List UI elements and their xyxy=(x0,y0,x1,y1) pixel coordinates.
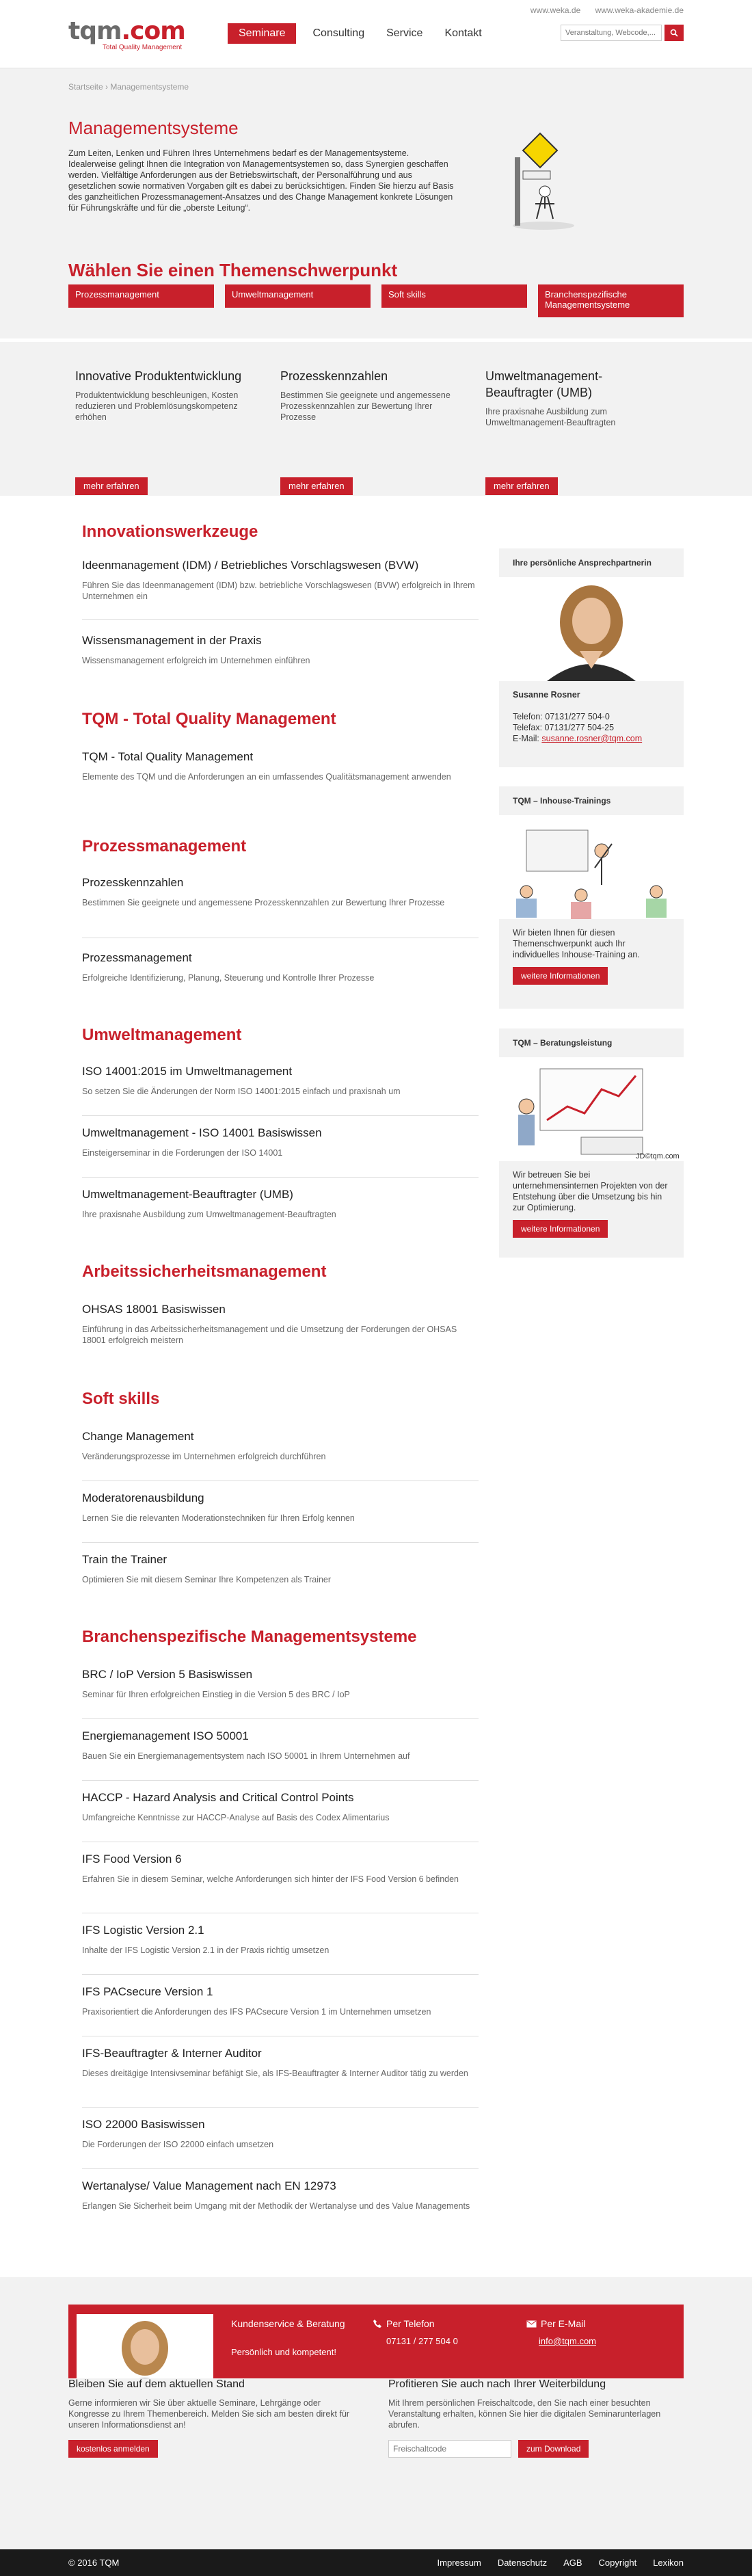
list-item[interactable] xyxy=(82,1984,479,2036)
list-item[interactable] xyxy=(82,1852,479,1913)
download-right xyxy=(388,2378,675,2458)
download-title: Profitieren Sie auch nach Ihrer Weiterbildung xyxy=(388,2378,606,2390)
link-weka[interactable]: www.weka.de xyxy=(530,5,581,15)
consulting-box-title: TQM – Beratungsleistung xyxy=(499,1028,684,1059)
footer xyxy=(0,2549,752,2576)
intro-text: Zum Leiten, Lenken und Führen Ihres Unternehmens bedarf es der Managementsysteme. Idealerweise gelingt Ihnen die Integration von Managementsystemen so, dass Synergien geschaffen werden. Vielfältige Anforderungen aus der Betriebswirtschaft, der Personalführung und aus gesetzlichen sowie normativen Vorgaben gilt es dabei zu berücksichtigen. Finden Sie hierzu auf Basis des ganzheitlichen Prozessmanagement-Ansatzes und des Change Management konkrete Lösungen für Führungskräfte und für die „oberste Leitung“. xyxy=(68,148,454,213)
featured-card xyxy=(280,368,458,491)
section-title: Umweltmanagement xyxy=(82,1026,242,1044)
list-item[interactable] xyxy=(82,558,479,620)
download-text: Mit Ihrem persönlichen Freischaltcode, den Sie nach einer besuchten Veranstaltung erhalten, können Sie hier die digitalen Seminarunterlagen abrufen. xyxy=(388,2398,661,2430)
copyright: © 2016 TQM xyxy=(68,2558,120,2568)
item-title[interactable]: IFS PACsecure Version 1 xyxy=(82,1985,213,1998)
list-item[interactable] xyxy=(82,1729,479,1781)
more-button[interactable]: mehr erfahren xyxy=(75,477,148,495)
intro-section xyxy=(0,68,752,338)
page-title: Managementsysteme xyxy=(68,118,239,138)
list-item[interactable] xyxy=(82,1667,479,1719)
section-title: Branchenspezifische Managementsysteme xyxy=(82,1628,417,1646)
featured-desc: Bestimmen Sie geeignete und angemessene Prozesskennzahlen zur Bewertung Ihrer Prozesse xyxy=(280,390,451,422)
item-desc: Die Forderungen der ISO 22000 einfach umsetzen xyxy=(82,2140,274,2149)
featured-section xyxy=(0,342,752,496)
item-title[interactable]: Energiemanagement ISO 50001 xyxy=(82,1729,249,1742)
theme-buttons xyxy=(68,284,684,317)
item-title[interactable]: Moderatorenausbildung xyxy=(82,1491,204,1504)
nav-consulting[interactable]: Consulting xyxy=(312,27,365,39)
footer-link-agb[interactable]: AGB xyxy=(563,2558,582,2568)
logo-subtitle: Total Quality Management xyxy=(103,44,183,51)
code-input[interactable] xyxy=(388,2440,511,2458)
list-item[interactable] xyxy=(82,2117,479,2169)
list-item[interactable] xyxy=(82,2046,479,2108)
main-nav xyxy=(228,23,493,44)
phone-label-row xyxy=(373,2318,435,2329)
theme-umweltmanagement[interactable]: Umweltmanagement xyxy=(225,284,371,308)
item-desc: Elemente des TQM und die Anforderungen an ein umfassendes Qualitätsmanagement anwenden xyxy=(82,772,451,782)
featured-desc: Produktentwicklung beschleunigen, Kosten reduzieren und Problemlösungskompetenz erhöhen xyxy=(75,390,239,422)
inhouse-box-title: TQM – Inhouse-Trainings xyxy=(499,786,684,816)
list-item[interactable] xyxy=(82,1790,479,1842)
item-desc: Erfolgreiche Identifizierung, Planung, Steuerung und Kontrolle Ihrer Prozesse xyxy=(82,973,375,983)
list-item[interactable] xyxy=(82,1302,479,1357)
item-title[interactable]: ISO 22000 Basiswissen xyxy=(82,2118,205,2131)
section-title: Prozessmanagement xyxy=(82,837,247,855)
item-desc: Seminar für Ihren erfolgreichen Einstieg in die Version 5 des BRC / IoP xyxy=(82,1690,350,1699)
featured-desc: Ihre praxisnahe Ausbildung zum Umweltmanagement-Beauftragten xyxy=(485,407,616,427)
theme-branchenspezifisch[interactable]: Branchenspezifische Managementsysteme xyxy=(538,284,684,317)
list-item[interactable] xyxy=(82,1429,479,1481)
footer-link-lexikon[interactable]: Lexikon xyxy=(653,2558,684,2568)
list-item[interactable] xyxy=(82,633,479,674)
phone-icon xyxy=(373,2319,382,2328)
item-title[interactable]: Prozesskennzahlen xyxy=(82,876,184,889)
service-phone[interactable]: 07131 / 277 504 0 xyxy=(386,2336,458,2346)
section-title: Soft skills xyxy=(82,1390,160,1408)
newsletter-section xyxy=(0,2378,752,2549)
themes-title: Wählen Sie einen Themenschwerpunkt xyxy=(68,260,398,280)
contact-box-title: Ihre persönliche Ansprechpartnerin xyxy=(499,548,684,579)
item-desc: Erfahren Sie in diesem Seminar, welche Anforderungen sich hinter der IFS Food Version 6 befinden xyxy=(82,1874,459,1884)
inhouse-box xyxy=(499,786,684,1009)
list-item[interactable] xyxy=(82,1064,479,1116)
item-desc: Praxisorientiert die Anforderungen des IFS PACsecure Version 1 im Unternehmen umsetzen xyxy=(82,2007,431,2017)
contact-email-label: E-Mail: xyxy=(513,734,542,743)
item-title[interactable]: Ideenmanagement (IDM) / Betriebliches Vorschlagswesen (BVW) xyxy=(82,559,419,572)
contact-person-box xyxy=(499,548,684,767)
logo-dot: .com xyxy=(121,17,185,45)
search-button[interactable] xyxy=(664,25,684,41)
inhouse-info-button[interactable]: weitere Informationen xyxy=(513,967,608,985)
item-desc: Einsteigerseminar in die Forderungen der ISO 14001 xyxy=(82,1148,283,1158)
footer-link-impressum[interactable]: Impressum xyxy=(437,2558,481,2568)
header xyxy=(0,0,752,68)
theme-prozessmanagement[interactable]: Prozessmanagement xyxy=(68,284,214,308)
footer-links xyxy=(438,2558,684,2568)
item-desc: Bestimmen Sie geeignete und angemessene Prozesskennzahlen zur Bewertung Ihrer Prozesse xyxy=(82,898,445,907)
list-item[interactable] xyxy=(82,1126,479,1178)
item-desc: Lernen Sie die relevanten Moderationstechniken für Ihren Erfolg kennen xyxy=(82,1513,355,1523)
item-title[interactable]: Train the Trainer xyxy=(82,1553,167,1566)
search-icon xyxy=(670,29,678,37)
item-desc: Ihre praxisnahe Ausbildung zum Umweltmanagement-Beauftragten xyxy=(82,1210,336,1219)
featured-title: Prozesskennzahlen xyxy=(280,369,388,383)
contact-email-link[interactable]: susanne.rosner@tqm.com xyxy=(541,734,643,743)
list-item[interactable] xyxy=(82,1491,479,1543)
item-title[interactable]: OHSAS 18001 Basiswissen xyxy=(82,1303,226,1316)
contact-name: Susanne Rosner xyxy=(513,690,580,700)
theme-soft-skills[interactable]: Soft skills xyxy=(381,284,527,308)
item-desc: Erlangen Sie Sicherheit beim Umgang mit der Methodik der Wertanalyse und des Value Managements xyxy=(82,2201,470,2211)
footer-link-datenschutz[interactable]: Datenschutz xyxy=(497,2558,548,2568)
item-title[interactable]: Change Management xyxy=(82,1430,194,1443)
item-desc: So setzen Sie die Änderungen der Norm ISO 14001:2015 einfach und praxisnah um xyxy=(82,1087,401,1096)
newsletter-left xyxy=(68,2378,355,2458)
newsletter-signup-button[interactable]: kostenlos anmelden xyxy=(68,2440,158,2458)
footer-link-copyright[interactable]: Copyright xyxy=(598,2558,637,2568)
item-desc: Dieses dreitägige Intensivseminar befähigt Sie, als IFS-Beauftragter & Interner Auditor tätig zu werden xyxy=(82,2069,468,2078)
phone-label: Per Telefon xyxy=(386,2318,435,2329)
training-cartoon xyxy=(499,816,684,919)
newsletter-title: Bleiben Sie auf dem aktuellen Stand xyxy=(68,2378,245,2390)
item-title[interactable]: IFS Food Version 6 xyxy=(82,1853,182,1865)
item-desc: Einführung in das Arbeitssicherheitsmanagement und die Umsetzung der Forderungen der OHSAS 18001 erfolgreich meistern xyxy=(82,1325,457,1345)
breadcrumb[interactable]: Startseite › Managementsysteme xyxy=(68,82,189,92)
item-desc: Veränderungsprozesse im Unternehmen erfolgreich durchführen xyxy=(82,1452,326,1461)
list-item[interactable] xyxy=(82,951,479,992)
item-title[interactable]: Wertanalyse/ Value Management nach EN 12973 xyxy=(82,2179,336,2192)
item-desc: Wissensmanagement erfolgreich im Unternehmen einführen xyxy=(82,656,310,665)
section-title: TQM - Total Quality Management xyxy=(82,710,336,728)
featured-card xyxy=(75,368,253,491)
item-title[interactable]: Umweltmanagement-Beauftragter (UMB) xyxy=(82,1188,293,1201)
nav-seminare[interactable]: Seminare xyxy=(228,23,296,44)
list-item[interactable] xyxy=(82,749,479,804)
section-title: Arbeitssicherheitsmanagement xyxy=(82,1262,327,1281)
item-desc: Optimieren Sie mit diesem Seminar Ihre Kompetenzen als Trainer xyxy=(82,1575,332,1584)
signpost-illustration xyxy=(502,130,578,233)
consulting-box xyxy=(499,1028,684,1258)
featured-card xyxy=(485,368,663,491)
featured-title: Innovative Produktentwicklung xyxy=(75,369,242,383)
list-item[interactable] xyxy=(82,1923,479,1975)
contact-photo xyxy=(499,579,684,681)
item-title[interactable]: Wissensmanagement in der Praxis xyxy=(82,634,262,647)
list-item[interactable] xyxy=(82,875,479,938)
section-title: Innovationswerkzeuge xyxy=(82,522,258,541)
item-title[interactable]: Prozessmanagement xyxy=(82,951,192,964)
consulting-info-button[interactable]: weitere Informationen xyxy=(513,1220,608,1238)
email-icon xyxy=(526,2320,537,2328)
email-label: Per E-Mail xyxy=(541,2318,586,2329)
contact-phone: Telefon: 07131/277 504-0 xyxy=(513,712,610,721)
nav-service[interactable]: Service xyxy=(386,27,423,39)
item-title[interactable]: Umweltmanagement - ISO 14001 Basiswissen xyxy=(82,1126,322,1139)
item-desc: Führen Sie das Ideenmanagement (IDM) bzw. betriebliche Vorschlagswesen (BVW) erfolgreich in Ihrem Unternehmen ein xyxy=(82,581,475,601)
link-weka-akademie[interactable]: www.weka-akademie.de xyxy=(595,5,684,15)
item-title[interactable]: ISO 14001:2015 im Umweltmanagement xyxy=(82,1065,293,1078)
service-title: Kundenservice & Beratung xyxy=(231,2318,345,2329)
item-desc: Bauen Sie ein Energiemanagementsystem nach ISO 50001 in Ihrem Unternehmen auf xyxy=(82,1751,410,1761)
item-title[interactable]: HACCP - Hazard Analysis and Critical Control Points xyxy=(82,1791,354,1804)
consulting-cartoon xyxy=(499,1059,684,1161)
service-subtitle: Persönlich und kompetent! xyxy=(231,2347,336,2357)
more-button[interactable]: mehr erfahren xyxy=(280,477,353,495)
search-input[interactable] xyxy=(561,25,662,41)
consulting-text: Wir betreuen Sie bei unternehmensinternen Projekten von der Entstehung über die Umsetzung bis hin zur Optimierung. xyxy=(513,1170,668,1212)
service-email-link[interactable]: info@tqm.com xyxy=(539,2336,596,2346)
inhouse-text: Wir bieten Ihnen für diesen Themenschwerpunkt auch Ihr individuelles Inhouse-Training an. xyxy=(513,928,640,959)
contact-email-row xyxy=(513,733,670,744)
download-button[interactable]: zum Download xyxy=(518,2440,589,2458)
contact-band xyxy=(0,2277,752,2380)
item-title[interactable]: IFS Logistic Version 2.1 xyxy=(82,1924,204,1937)
item-title[interactable]: IFS-Beauftragter & Interner Auditor xyxy=(82,2047,262,2060)
list-item[interactable] xyxy=(82,2179,479,2233)
item-desc: Umfangreiche Kenntnisse zur HACCP-Analyse auf Basis des Codex Alimentarius xyxy=(82,1813,390,1822)
featured-title: Umweltmanagement-Beauftragter (UMB) xyxy=(485,369,603,399)
logo[interactable] xyxy=(68,19,185,51)
top-links xyxy=(518,5,684,15)
logo-text: tqm xyxy=(68,17,122,45)
item-desc: Inhalte der IFS Logistic Version 2.1 in der Praxis richtig umsetzen xyxy=(82,1946,330,1955)
nav-kontakt[interactable]: Kontakt xyxy=(444,27,482,39)
email-label-row xyxy=(526,2318,585,2329)
list-item[interactable] xyxy=(82,1552,479,1593)
item-title[interactable]: TQM - Total Quality Management xyxy=(82,750,254,763)
item-title[interactable]: BRC / IoP Version 5 Basiswissen xyxy=(82,1668,253,1681)
newsletter-text: Gerne informieren wir Sie über aktuelle Seminare, Lehrgänge oder Kongresse zu Ihrem Themenbereich. Melden Sie sich am besten direkt für unseren Informationsdienst an! xyxy=(68,2398,350,2430)
list-item[interactable] xyxy=(82,1187,479,1228)
cartoon-credit: JD©tqm.com xyxy=(636,1152,680,1160)
more-button[interactable]: mehr erfahren xyxy=(485,477,558,495)
contact-fax: Telefax: 07131/277 504-25 xyxy=(513,723,615,732)
